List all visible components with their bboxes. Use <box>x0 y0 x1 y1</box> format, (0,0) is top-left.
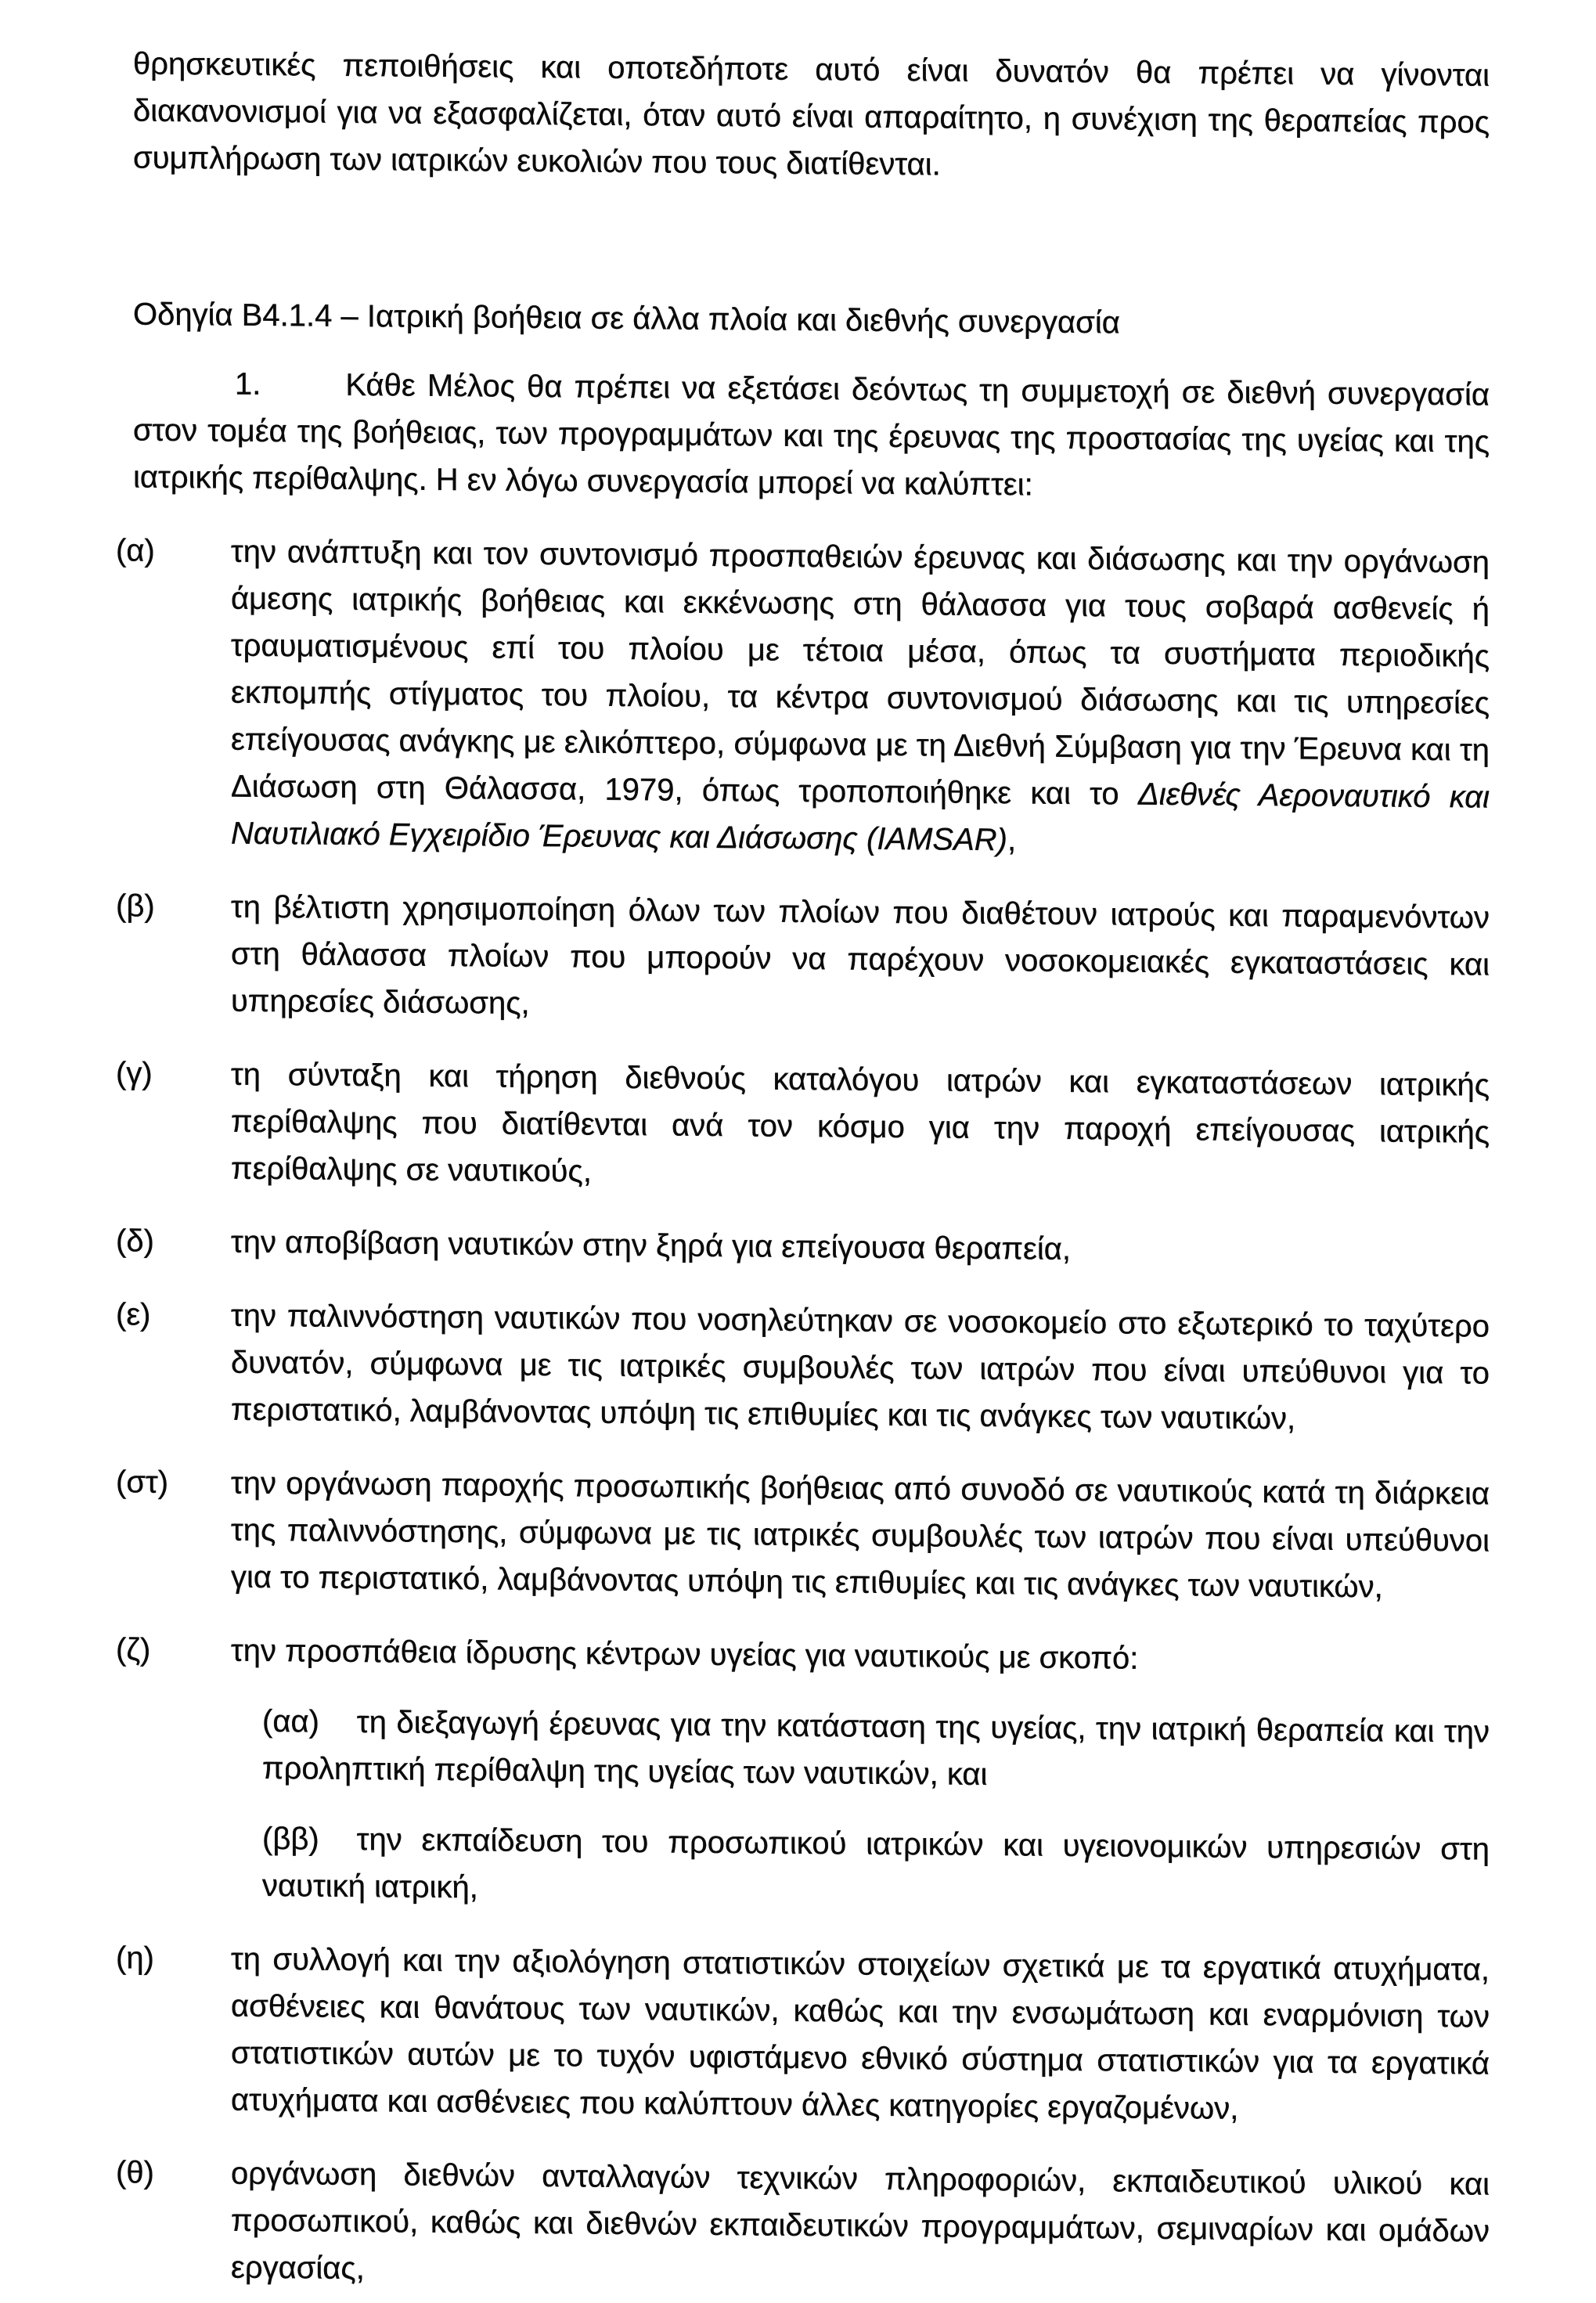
guideline-heading: Οδηγία Β4.1.4 – Ιατρική βοήθεια σε άλλα πλοία και διεθνής συνεργασία <box>133 290 1490 349</box>
sub-item-label: (αα) <box>262 1704 319 1739</box>
list-item-beta <box>116 882 1490 1035</box>
item-alpha-suffix: , <box>1007 823 1016 857</box>
list-item-label: (γ) <box>116 1050 231 1191</box>
sub-item-text: τη διεξαγωγή έρευνας για την κατάσταση της υγείας, την ιατρική θεραπεία και την προληπτική περίθαλψη της υγείας των ναυτικών, και <box>262 1705 1490 1792</box>
list-item-label: (α) <box>116 527 231 856</box>
list-item-label: (η) <box>116 1934 231 2123</box>
sub-item-text: την εκπαίδευση του προσωπικού ιατρικών και υγειονομικών υπηρεσιών στη ναυτική ιατρική, <box>262 1822 1490 1905</box>
intro-paragraph: θρησκευτικές πεποιθήσεις και οποτεδήποτε αυτό είναι δυνατόν θα πρέπει να γίνονται διακανονισμοί για να εξασφαλίζεται, όταν αυτό είναι απαραίτητο, η συνέχιση της θεραπείας προς συμπλήρωση των ιατρικών ευκολιών που τους διατίθενται. <box>133 40 1490 193</box>
item-alpha-text: την ανάπτυξη και τον συντονισμό προσπαθειών έρευνας και διάσωσης και την οργάνωση άμεσης ιατρικής βοήθειας και εκκένωσης στη θάλασσα για τους σοβαρά ασθενείς ή τραυματισμένους επί του πλοίου με τέτοια μέσα, όπως τα συστήματα περιοδικής εκπομπής στίγματος του πλοίου, τα κέντρα συντονισμού διάσωσης και τις υπηρεσίες επείγουσας ανάγκης με ελικόπτερο, σύμφωνα με τη Διεθνή Σύμβαση για την Έρευνα και τη Διάσωση στη Θάλασσα, 1979, όπως τροποποιήθηκε και το <box>231 535 1490 812</box>
section-1-text: Κάθε Μέλος θα πρέπει να εξετάσει δεόντως τη συμμετοχή σε διεθνή συνεργασία στον τομέα της βοήθειας, των προγραμμάτων και της έρευνας της προστασίας της υγείας και της ιατρικής περίθαλψης. Η εν λόγω συνεργασία μπορεί να καλύπτει: <box>133 368 1490 503</box>
list-item-text: την αποβίβαση ναυτικών στην ξηρά για επείγουσα θεραπεία, <box>231 1219 1490 1277</box>
list-item-label: (ζ) <box>116 1626 231 1908</box>
section-number: 1. <box>235 367 261 402</box>
list-item-theta <box>116 2149 1490 2301</box>
list-item-delta <box>116 1217 1490 1276</box>
list-item-zeta <box>116 1626 1490 1919</box>
list-item-label: (θ) <box>116 2149 231 2290</box>
list-item-alpha <box>116 527 1490 867</box>
list-item-label: (β) <box>116 882 231 1024</box>
list-item-text <box>231 1627 1490 1920</box>
section-1-paragraph <box>133 359 1490 512</box>
list-item-eta <box>116 1934 1490 2134</box>
iamsar-manual-title-italic: Διεθνές Αεροναυτικό και Ναυτιλιακό Εγχειρίδιο Έρευνας και Διάσωσης (IAMSAR) <box>231 777 1490 858</box>
list-item-text: την παλιννόστηση ναυτικών που νοσηλεύτηκαν σε νοσοκομείο στο εξωτερικό το ταχύτερο δυνατόν, σύμφωνα με τις ιατρικές συμβουλές των ιατρών που είναι υπεύθυνοι για το περιστατικό, λαμβάνοντας υπόψη τις επιθυμίες και τις ανάγκες των ναυτικών, <box>231 1292 1490 1444</box>
sub-item-alpha-alpha <box>262 1698 1490 1803</box>
list-item-label: (στ) <box>116 1458 231 1600</box>
list-item-text: τη συλλογή και την αξιολόγηση στατιστικών στοιχείων σχετικά με τα εργατικά ατυχήματα, ασθένειες και θανάτους των ναυτικών, καθώς και την ενσωμάτωση και εναρμόνιση των στατιστικών αυτών με το τυχόν υφιστάμενο εθνικό σύστημα στατιστικών για τα εργατικά ατυχήματα και ασθένειες που καλύπτουν άλλες κατηγορίες εργαζομένων, <box>231 1936 1490 2135</box>
list-item-epsilon <box>116 1291 1490 1443</box>
list-item-text: οργάνωση διεθνών ανταλλαγών τεχνικών πληροφοριών, εκπαιδευτικού υλικού και προσωπικού, καθώς και διεθνών εκπαιδευτικών προγραμμάτων, σεμιναρίων και ομάδων εργασίας, <box>231 2150 1490 2302</box>
list-item-gamma <box>116 1050 1490 1202</box>
lettered-list <box>116 527 1490 2301</box>
list-item-text: την οργάνωση παροχής προσωπικής βοήθειας από συνοδό σε ναυτικούς κατά τη διάρκεια της παλιννόστησης, σύμφωνα με τις ιατρικές συμβουλές των ιατρών που είναι υπεύθυνοι για το περιστατικό, λαμβάνοντας υπόψη τις επιθυμίες και τις ανάγκες των ναυτικών, <box>231 1460 1490 1612</box>
list-item-text: τη σύνταξη και τήρηση διεθνούς καταλόγου ιατρών και εγκαταστάσεων ιατρικής περίθαλψης που διατίθενται ανά τον κόσμο για την παροχή επείγουσας ιατρικής περίθαλψης σε ναυτικούς, <box>231 1051 1490 1203</box>
item-zeta-text: την προσπάθεια ίδρυσης κέντρων υγείας για ναυτικούς με σκοπό: <box>231 1634 1138 1676</box>
list-item-sigma-tau <box>116 1458 1490 1611</box>
sub-item-beta-beta <box>262 1815 1490 1920</box>
list-item-label: (δ) <box>116 1217 231 1265</box>
list-item-text: τη βέλτιστη χρησιμοποίηση όλων των πλοίων που διαθέτουν ιατρούς και παραμενόντων στη θάλασσα πλοίων που μπορούν να παρέχουν νοσοκομειακές εγκαταστάσεις και υπηρεσίες διάσωσης, <box>231 884 1490 1036</box>
list-item-label: (ε) <box>116 1291 231 1433</box>
sub-item-label: (ββ) <box>262 1822 319 1857</box>
list-item-text <box>231 528 1490 868</box>
